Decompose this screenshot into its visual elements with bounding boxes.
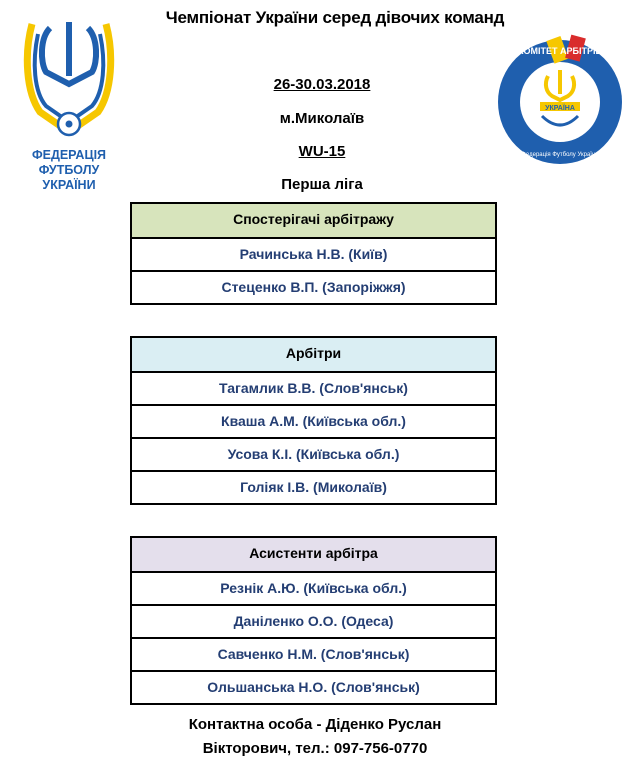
right-logo-ring-top: КОМІТЕТ АРБІТРІВ [518,46,602,56]
event-dates: 26-30.03.2018 [273,76,371,93]
observers-header: Спостерігачі арбітражу [132,204,495,237]
referee-row: Голіяк І.В. (Миколаїв) [132,470,495,503]
right-logo-center-text: УКРАЇНА [545,105,575,112]
observer-row: Рачинська Н.В. (Київ) [132,237,495,270]
assistants-header: Асистенти арбітра [132,538,495,571]
right-logo-ring-bottom: Федерація Футболу України [521,152,599,158]
assistant-row: Савченко Н.М. (Слов'янськ) [132,637,495,670]
ffu-logo-line2: ФУТБОЛУ [38,163,100,177]
page-title: Чемпіонат України серед дівочих команд [165,8,505,27]
ffu-logo-line3: УКРАЇНИ [42,178,96,192]
ffu-logo [10,14,128,194]
contact-line-2: Вікторович, тел.: 097-756-0770 [202,740,428,757]
event-city: м.Миколаїв [279,110,365,127]
observer-row: Стеценко В.П. (Запоріжжя) [132,270,495,303]
assistant-row: Ольшанська Н.О. (Слов'янськ) [132,670,495,703]
assistant-row: Резнік А.Ю. (Київська обл.) [132,571,495,604]
assistants-table [130,536,497,705]
observers-table [130,202,497,305]
assistant-row: Даніленко О.О. (Одеса) [132,604,495,637]
contact-line-1: Контактна особа - Діденко Руслан [188,716,442,733]
referees-header: Арбітри [132,338,495,371]
league-name: Перша ліга [281,176,363,193]
referee-row: Кваша А.М. (Київська обл.) [132,404,495,437]
referee-row: Тагамлик В.В. (Слов'янськ) [132,371,495,404]
referees-table [130,336,497,505]
ffu-logo-line1: ФЕДЕРАЦІЯ [31,148,107,162]
referee-row: Усова К.І. (Київська обл.) [132,437,495,470]
age-group: WU-15 [298,143,346,160]
